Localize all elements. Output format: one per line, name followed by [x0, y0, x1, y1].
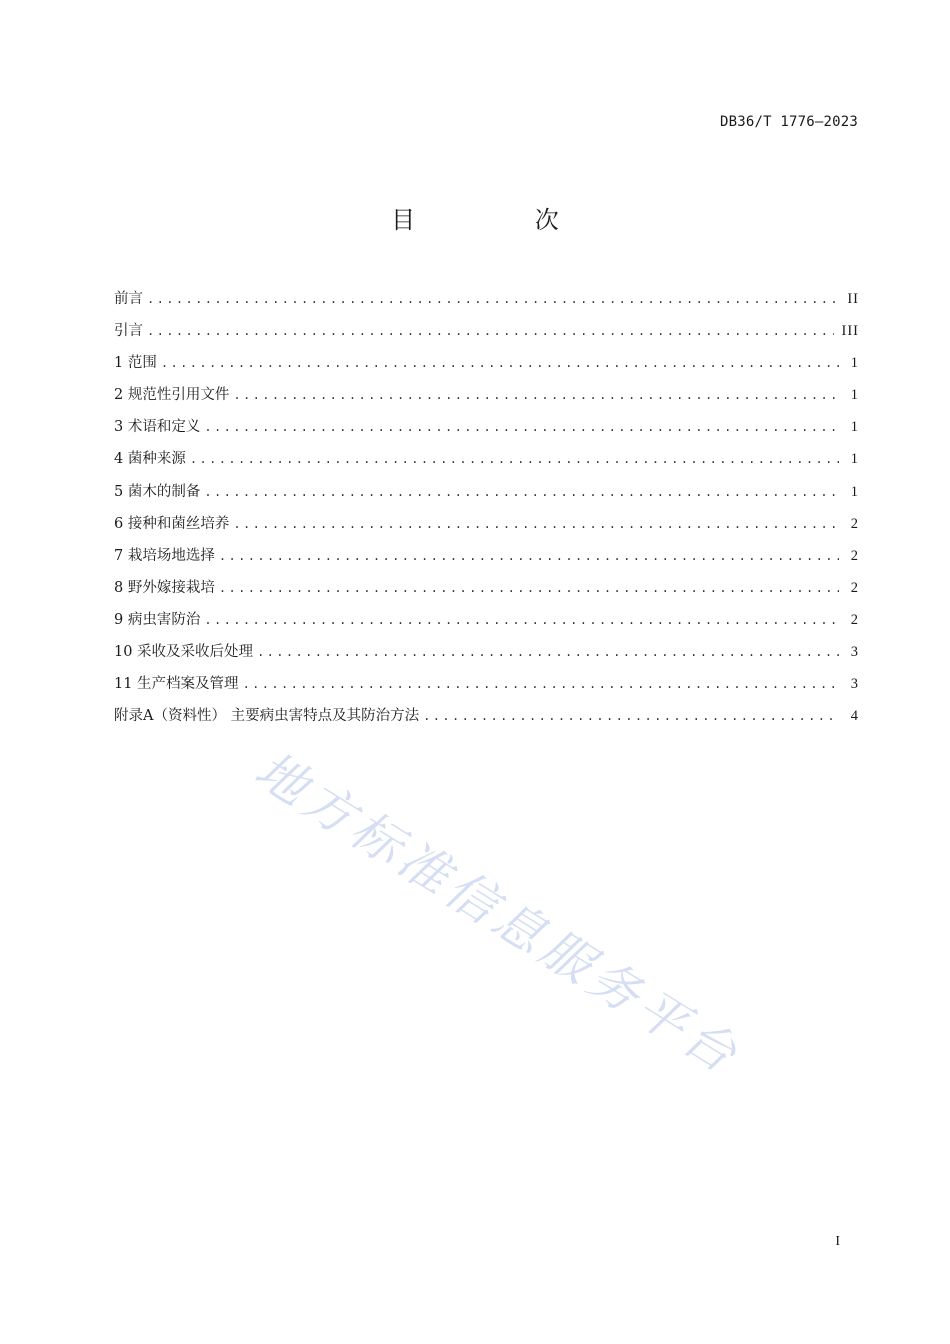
toc-entry-label: 6 接种和菌丝培养: [114, 515, 230, 532]
toc-entry-label: 前言: [114, 291, 143, 307]
toc-entry-harvest[interactable]: [114, 636, 859, 668]
toc-entry-production-records[interactable]: [114, 668, 859, 700]
toc-leader-dots: [219, 572, 839, 604]
toc-entry-label: 8 野外嫁接栽培: [114, 579, 215, 596]
standard-code: DB36/T 1776—2023: [719, 114, 858, 130]
toc-entry-label: 7 栽培场地选择: [114, 547, 215, 564]
toc-leader-dots: [233, 508, 839, 540]
toc-leader-dots: [161, 347, 839, 379]
toc-entry-inoculation[interactable]: [114, 508, 859, 540]
toc-leader-dots: [204, 476, 839, 508]
toc-leader-dots: [219, 540, 839, 572]
toc-entry-terms-definitions[interactable]: [114, 411, 859, 443]
toc-entry-appendix-a[interactable]: [114, 700, 859, 732]
toc-entry-page: 4: [850, 708, 859, 725]
toc-entry-label: 1 范围: [114, 355, 157, 372]
toc-entry-foreword[interactable]: [114, 283, 859, 315]
toc-entry-pest-control[interactable]: [114, 604, 859, 636]
toc-entry-page: 1: [850, 419, 859, 436]
table-of-contents: [114, 283, 859, 732]
toc-entry-scope[interactable]: [114, 347, 859, 379]
toc-entry-page: 2: [850, 579, 859, 596]
toc-entry-label: 9 病虫害防治: [114, 611, 201, 628]
toc-entry-label: 5 菌木的制备: [114, 483, 201, 500]
toc-leader-dots: [257, 636, 839, 668]
toc-leader-dots: [233, 379, 839, 411]
toc-entry-label: 4 菌种来源: [114, 451, 186, 468]
toc-entry-label: 附录A（资料性） 主要病虫害特点及其防治方法: [114, 708, 420, 725]
toc-entry-page: 1: [850, 451, 859, 468]
toc-entry-site-selection[interactable]: [114, 540, 859, 572]
toc-entry-page: 2: [850, 547, 859, 564]
page-number: I: [835, 1234, 840, 1249]
page-title: 目 次: [391, 206, 615, 234]
toc-leader-dots: [423, 700, 839, 732]
toc-leader-dots: [147, 283, 839, 315]
toc-leader-dots: [204, 411, 839, 443]
toc-entry-page: II: [847, 291, 859, 307]
toc-leader-dots: [204, 604, 839, 636]
toc-entry-normative-references[interactable]: [114, 379, 859, 411]
toc-entry-label: 10 采收及采收后处理: [114, 644, 254, 661]
toc-entry-wood-preparation[interactable]: [114, 476, 859, 508]
toc-entry-page: 3: [850, 644, 859, 661]
toc-entry-introduction[interactable]: [114, 315, 859, 347]
toc-entry-strain-source[interactable]: [114, 443, 859, 475]
toc-entry-page: 1: [850, 387, 859, 404]
toc-leader-dots: [190, 443, 839, 475]
toc-entry-label: 引言: [114, 323, 143, 340]
toc-entry-label: 3 术语和定义: [114, 419, 201, 436]
toc-entry-page: III: [841, 323, 859, 340]
toc-entry-page: 1: [850, 355, 859, 372]
toc-entry-label: 11 生产档案及管理: [114, 676, 239, 693]
toc-entry-label: 2 规范性引用文件: [114, 387, 230, 404]
toc-entry-page: 2: [850, 515, 859, 532]
toc-entry-page: 3: [850, 676, 859, 693]
toc-leader-dots: [147, 315, 834, 347]
toc-entry-field-grafting[interactable]: [114, 572, 859, 604]
toc-entry-page: 2: [850, 611, 859, 628]
toc-leader-dots: [243, 668, 839, 700]
watermark: 地方标准信息服务平台: [245, 740, 751, 1087]
toc-entry-page: 1: [850, 483, 859, 500]
